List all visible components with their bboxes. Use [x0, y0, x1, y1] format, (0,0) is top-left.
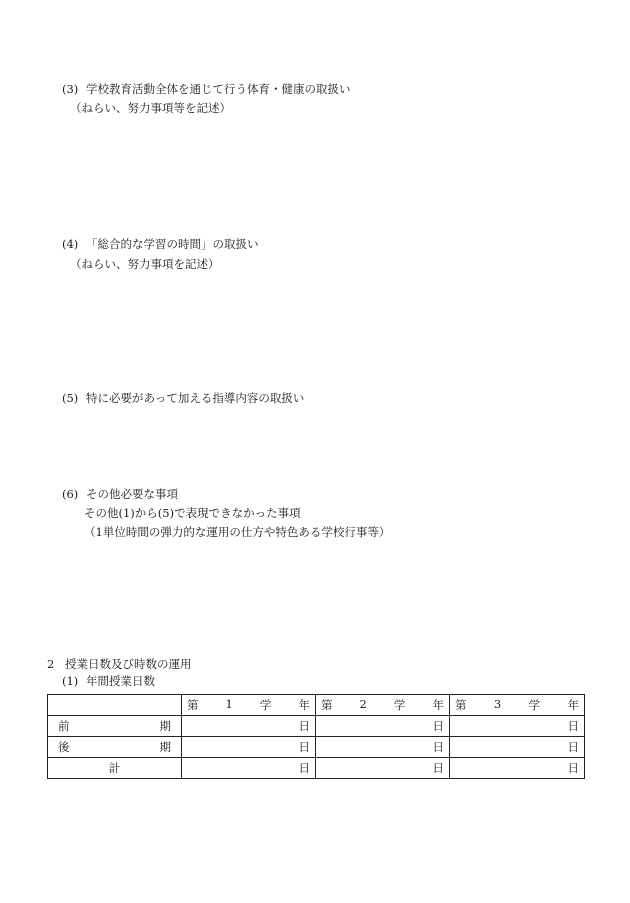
grade-2-header-char: 年	[432, 698, 444, 712]
table-header-row	[48, 695, 585, 716]
grade-3-header-char: 学	[528, 698, 541, 712]
row-label-char: 前	[58, 719, 70, 733]
grade-1-header-char: 第	[187, 698, 199, 712]
day-unit: 日	[567, 719, 579, 733]
days-input-cell[interactable]	[316, 737, 450, 758]
day-unit: 日	[432, 740, 444, 754]
table-corner-cell	[48, 695, 182, 716]
grade-1-header-char: 年	[298, 698, 310, 712]
section-4-note: （ねらい、努力事項を記述）	[70, 257, 220, 271]
section-5-title: 特に必要があって加える指導内容の取扱い	[86, 391, 305, 405]
section-5-number: (5)	[62, 391, 79, 405]
days-input-cell[interactable]	[450, 758, 585, 779]
table-row	[48, 716, 585, 737]
table-row	[48, 737, 585, 758]
row-label-char: 後	[58, 740, 70, 754]
part-2-subheading	[62, 673, 155, 689]
part-2-number: 2	[47, 657, 55, 671]
grade-3-header-char: 第	[455, 698, 467, 712]
row-label-first-term	[48, 716, 182, 737]
row-label-total	[48, 758, 182, 779]
day-unit: 日	[567, 740, 579, 754]
grade-1-header	[182, 695, 316, 716]
section-4-title: 「総合的な学習の時間」の取扱い	[86, 237, 259, 251]
part-2-sub-title: 年間授業日数	[86, 674, 155, 688]
section-4-number: (4)	[62, 237, 79, 251]
part-2-heading	[47, 656, 192, 672]
days-input-cell[interactable]	[450, 716, 585, 737]
day-unit: 日	[298, 740, 310, 754]
days-input-cell[interactable]	[316, 758, 450, 779]
section-5-heading	[62, 390, 304, 406]
section-6-title: その他必要な事項	[86, 487, 178, 501]
section-6-line-1: その他(1)から(5)で表現できなかった事項	[84, 506, 301, 520]
days-input-cell[interactable]	[450, 737, 585, 758]
row-label-second-term	[48, 737, 182, 758]
grade-1-header-char: 1	[225, 697, 233, 711]
day-unit: 日	[432, 719, 444, 733]
days-input-cell[interactable]	[182, 758, 316, 779]
days-input-cell[interactable]	[182, 737, 316, 758]
section-3-heading	[62, 81, 351, 97]
day-unit: 日	[432, 761, 444, 775]
section-3-number: (3)	[62, 82, 79, 96]
part-2-title: 授業日数及び時数の運用	[65, 657, 192, 671]
days-input-cell[interactable]	[182, 716, 316, 737]
grade-1-header-char: 学	[259, 698, 272, 712]
days-input-cell[interactable]	[316, 716, 450, 737]
grade-3-header	[450, 695, 585, 716]
grade-3-header-char: 3	[493, 697, 502, 711]
section-6-line-2: （1単位時間の弾力的な運用の仕方や特色ある学校行事等）	[84, 525, 391, 539]
day-unit: 日	[298, 719, 310, 733]
grade-2-header-char: 2	[359, 697, 367, 711]
section-3-note: （ねらい、努力事項等を記述）	[70, 101, 231, 115]
row-label-char: 期	[159, 740, 171, 754]
row-label-char: 期	[159, 719, 171, 733]
grade-2-header	[316, 695, 450, 716]
part-2-sub-number: (1)	[62, 674, 79, 688]
row-label-char: 計	[108, 761, 121, 775]
section-4-heading	[62, 236, 259, 252]
section-6-number: (6)	[62, 487, 79, 501]
grade-2-header-char: 第	[321, 698, 333, 712]
section-6-heading	[62, 486, 178, 502]
section-3-title: 学校教育活動全体を通じて行う体育・健康の取扱い	[86, 82, 351, 96]
grade-3-header-char: 年	[567, 698, 579, 712]
table-row	[48, 758, 585, 779]
day-unit: 日	[567, 761, 579, 775]
annual-school-days-table	[47, 694, 585, 779]
grade-2-header-char: 学	[393, 698, 406, 712]
day-unit: 日	[298, 761, 310, 775]
